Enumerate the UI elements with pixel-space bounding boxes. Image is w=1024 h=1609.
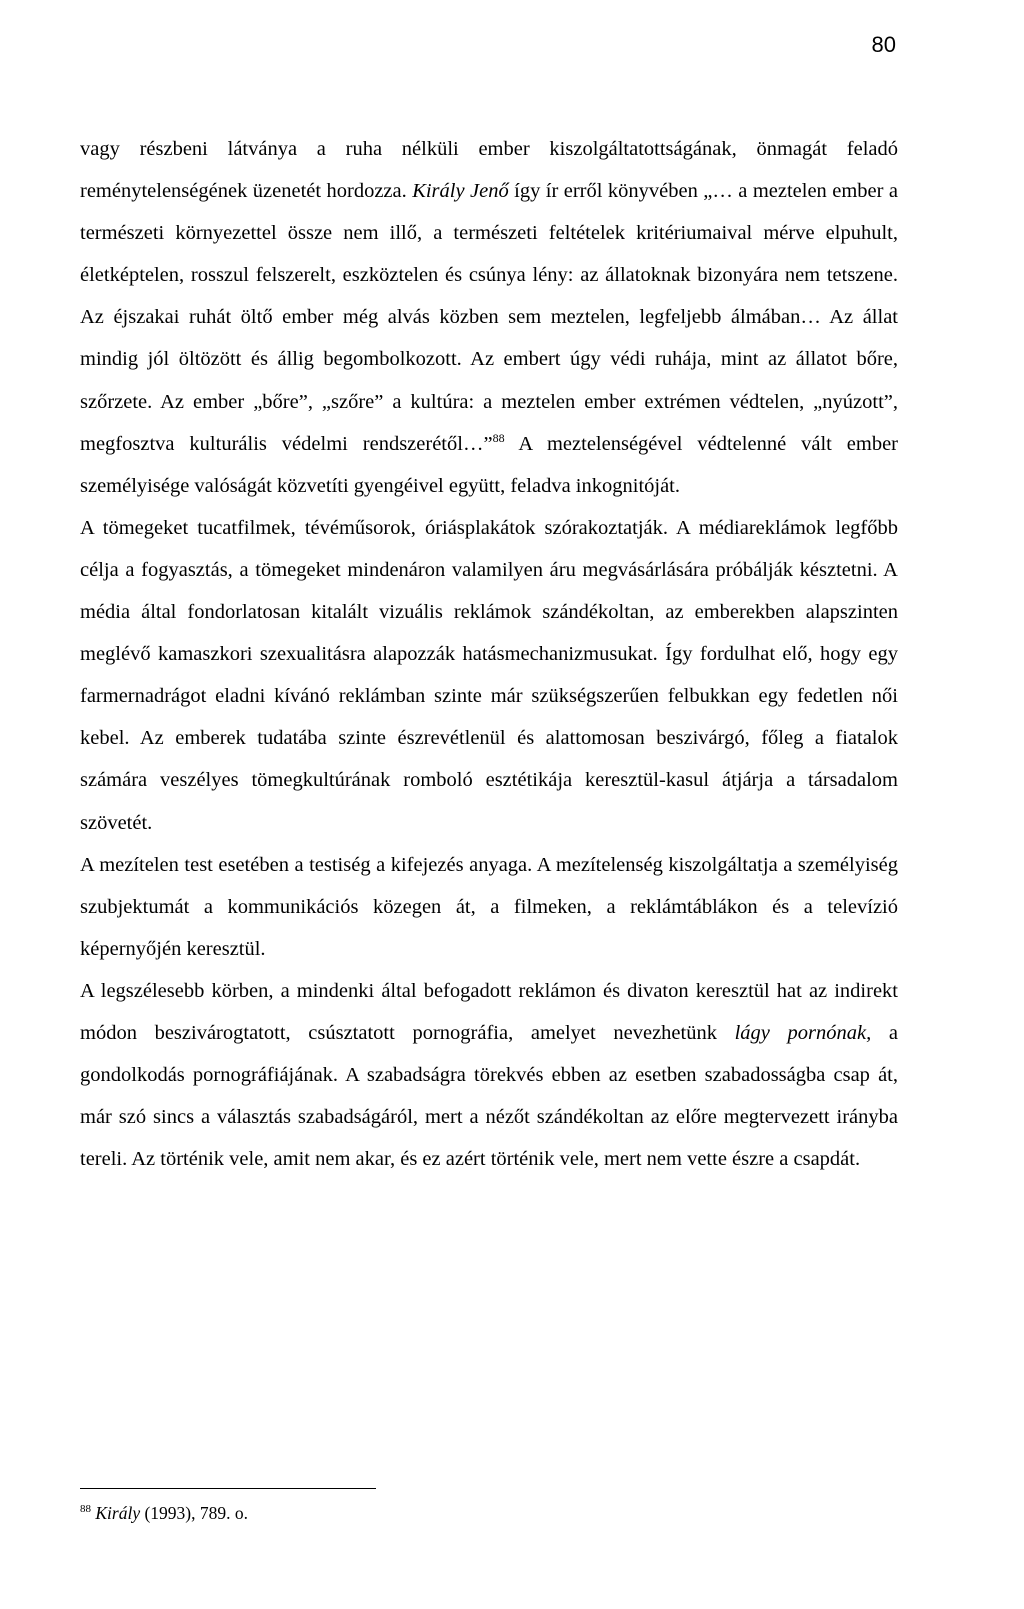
footnote-reference[interactable]: 88 bbox=[492, 430, 505, 445]
footnote bbox=[80, 1500, 248, 1526]
paragraph: A tömegeket tucatfilmek, tévéműsorok, óriásplakátok szórakoztatják. A médiareklámok legfőbb célja a fogyasztás, a tömegeket mindenáron valamilyen áru megvásárlására próbálják késztetni. A média által fondorlatosan kitalált vizuális reklámok szándékoltan, az emberekben alapszinten meglévő kamaszkori szexualitásra alapozzák hatásmechanizmusukat. Így fordulhat elő, hogy egy farmernadrágot eladni kívánó reklámban szinte már szükségszerűen felbukkan egy fedetlen női kebel. Az emberek tudatába szinte észrevétlenül és alattomosan beszivárgó, főleg a fiatalok számára veszélyes tömegkultúrának romboló esztétikája keresztül-kasul átjárja a társadalom szövetét. bbox=[80, 516, 898, 834]
paragraph-text: a gondolkodás pornográfiájának. A szabadságra törekvés ebben az esetben szabadosságba csap át, már szó sincs a választás szabadságáról, mert a nézőt szándékoltan az előre megtervezett irányba tereli. Az történik vele, amit nem akar, és ez azért történik vele, mert nem vette észre a csapdát. bbox=[80, 1021, 898, 1171]
emphasized-term: lágy pornónak, bbox=[734, 1021, 872, 1044]
paragraph: A mezítelen test esetében a testiség a kifejezés anyaga. A mezítelenség kiszolgáltatja a személyiség szubjektumát a kommunikációs közegen át, a filmeken, a reklámtáblákon és a televízió képernyőjén keresztül. bbox=[80, 853, 898, 960]
quotation-text: így ír erről könyvében „… a meztelen ember a természeti környezettel össze nem illő, a természeti feltételek kritériumaival mérve elpuhult, életképtelen, rosszul felszerelt, eszköztelen és csúnya lény: az állatoknak bizonyára nem tetszene. Az éjszakai ruhát öltő ember még alvás közben sem meztelen, legfeljebb álmában… Az állat mindig jól öltözött és állig begombolkozott. Az embert úgy védi ruhája, mint az állatot bőre, szőrzete. Az ember „bőre”, „szőre” a kultúra: a meztelen ember extrémen védtelen, „nyúzott”, megfosztva kulturális védelmi rendszerétől…” bbox=[80, 180, 898, 455]
paragraph-text: A legszélesebb körben, a mindenki által befogadott reklámon és divaton keresztül hat az indirekt módon beszivárogtatott, csúsztatott pornográfia, amelyet nevezhetünk bbox=[80, 979, 898, 1044]
footnote-author: Király bbox=[95, 1503, 141, 1523]
paragraph-text: A meztelenségével védtelenné vált ember személyisége valóságát közvetíti gyengéivel együtt, feladva inkognitóját. bbox=[80, 432, 899, 497]
body-text bbox=[80, 128, 898, 1180]
paragraph bbox=[80, 128, 898, 507]
footnote-citation: (1993), 789. o. bbox=[140, 1503, 249, 1523]
page-number: 80 bbox=[871, 32, 896, 57]
footnote-number: 88 bbox=[80, 1503, 91, 1515]
footnote-separator bbox=[80, 1488, 376, 1489]
cited-author: Király Jenő bbox=[412, 180, 509, 203]
paragraph bbox=[80, 970, 898, 1180]
paragraph-text: vagy részbeni látványa a ruha nélküli ember kiszolgáltatottságának, önmagát feladó reménytelenségének üzenetét hordozza. bbox=[80, 138, 898, 203]
